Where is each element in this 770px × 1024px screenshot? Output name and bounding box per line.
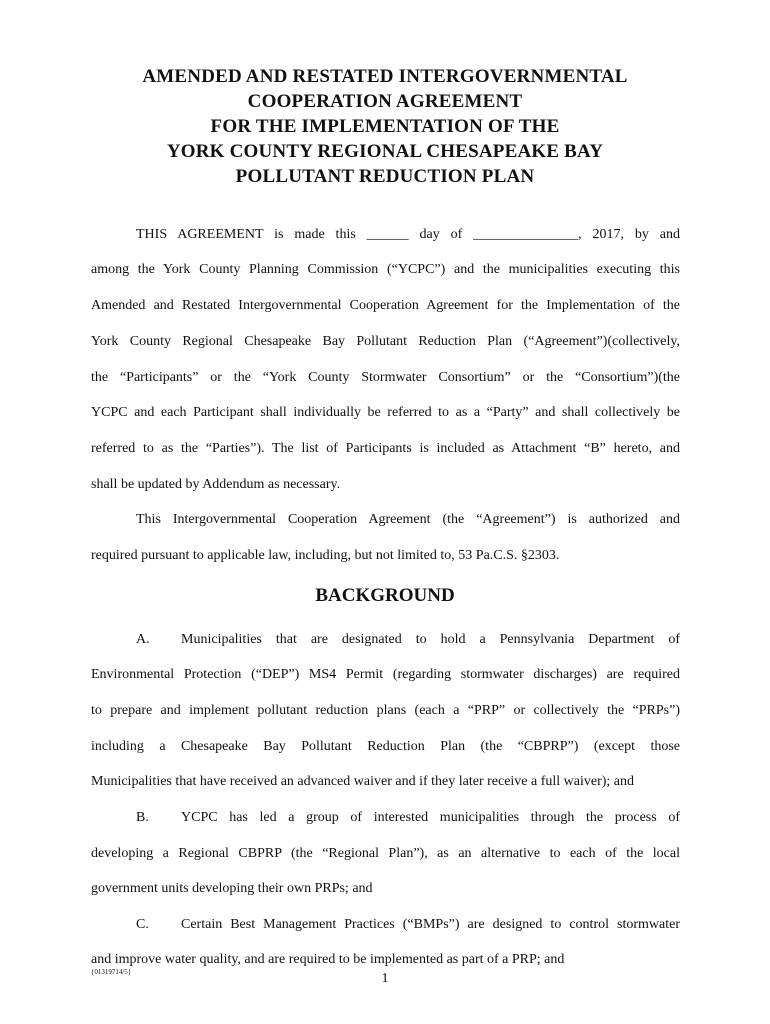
title-line: AMENDED AND RESTATED INTERGOVERNMENTAL (142, 66, 628, 87)
intro-paragraph-line: shall be updated by Addendum as necessary. (91, 477, 341, 492)
recital-a-line: to prepare and implement pollutant reduction plans (each a “PRP” or collectively the “PRPs”) (91, 703, 680, 718)
recital-a-letter: A. (136, 632, 150, 647)
recital-b-line: government units developing their own PRPs; and (91, 881, 373, 896)
recital-a-line: Municipalities that have received an advanced waiver and if they later receive a full waiver); and (91, 774, 635, 789)
intro-paragraph-line: THIS AGREEMENT is made this ______ day of _______________, 2017, by and (136, 227, 680, 242)
title-line: FOR THE IMPLEMENTATION OF THE (210, 116, 560, 137)
recital-b-first-line (136, 809, 680, 827)
recital-b-first-text: YCPC has led a group of interested municipalities through the process of (181, 810, 680, 825)
authority-paragraph-line: This Intergovernmental Cooperation Agreement (the “Agreement”) is authorized and (136, 512, 680, 527)
title-line: YORK COUNTY REGIONAL CHESAPEAKE BAY (166, 141, 604, 162)
document-id-footer: {01319714/5} (91, 968, 132, 976)
authority-paragraph-line: required pursuant to applicable law, including, but not limited to, 53 Pa.C.S. §2303. (91, 548, 560, 563)
recital-b-line: developing a Regional CBPRP (the “Regional Plan”), as an alternative to each of the local (91, 846, 680, 861)
recital-b-letter: B. (136, 810, 149, 825)
background-heading: BACKGROUND (315, 585, 455, 606)
recital-c-line: and improve water quality, and are required to be implemented as part of a PRP; and (91, 952, 565, 967)
recital-a-line: Environmental Protection (“DEP”) MS4 Permit (regarding stormwater discharges) are required (91, 667, 680, 682)
page-number: 1 (381, 971, 389, 986)
recital-c-letter: C. (136, 917, 149, 932)
recital-a-first-text: Municipalities that are designated to hold a Pennsylvania Department of (181, 632, 680, 647)
title-line: POLLUTANT REDUCTION PLAN (235, 166, 535, 187)
title-line: COOPERATION AGREEMENT (247, 91, 523, 112)
intro-paragraph-line: among the York County Planning Commission (“YCPC”) and the municipalities executing this (91, 262, 680, 277)
intro-paragraph-line: YCPC and each Participant shall individually be referred to as a “Party” and shall collectively be (91, 405, 680, 420)
intro-paragraph-line: Amended and Restated Intergovernmental Cooperation Agreement for the Implementation of the (91, 298, 680, 313)
recital-c-first-line (136, 916, 680, 934)
intro-paragraph-line: referred to as the “Parties”). The list of Participants is included as Attachment “B” hereto, and (91, 441, 680, 456)
intro-paragraph-line: York County Regional Chesapeake Bay Pollutant Reduction Plan (“Agreement”)(collectively, (91, 334, 680, 349)
recital-c-first-text: Certain Best Management Practices (“BMPs”) are designed to control stormwater (181, 917, 680, 932)
document-title (0, 64, 770, 189)
recital-a-first-line (136, 631, 680, 649)
recital-a-line: including a Chesapeake Bay Pollutant Reduction Plan (the “CBPRP”) (except those (91, 739, 680, 754)
intro-paragraph-line: the “Participants” or the “York County Stormwater Consortium” or the “Consortium”)(the (91, 370, 680, 385)
